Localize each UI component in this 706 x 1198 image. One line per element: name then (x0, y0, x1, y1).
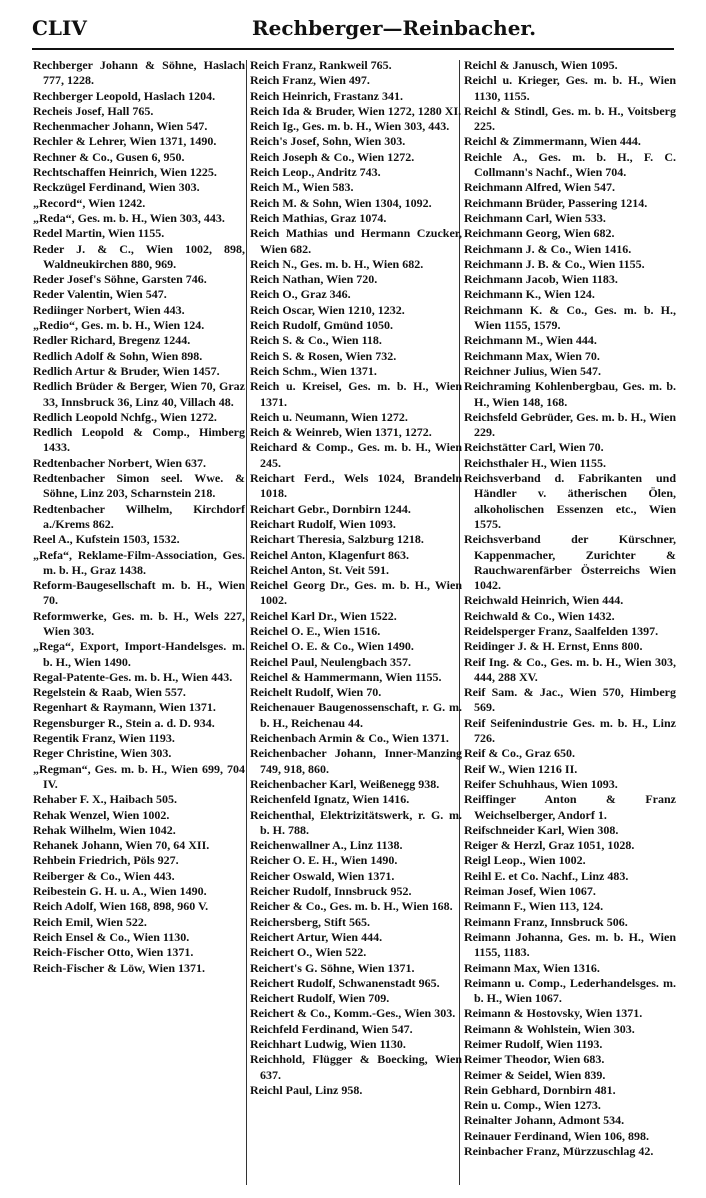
directory-entry: Reichenbach Armin & Co., Wien 1371. (250, 731, 449, 746)
directory-entry: Redtenbacher Simon seel. Wwe. & Söhne, Linz 203, Scharnstein 218. (33, 471, 245, 501)
directory-entry: Reifer Schuhhaus, Wien 1093. (464, 776, 618, 791)
directory-entry: Regentik Franz, Wien 1193. (33, 731, 175, 746)
directory-entry: Regensburger R., Stein a. d. D. 934. (33, 715, 215, 730)
directory-entry: Reichmann Brüder, Passering 1214. (464, 195, 648, 210)
directory-entry: Reichel Paul, Neulengbach 357. (250, 654, 411, 669)
directory-entry: Redlich Leopold Nchfg., Wien 1272. (33, 409, 217, 424)
directory-entry: Reichl Paul, Linz 958. (250, 1082, 363, 1097)
directory-entry: Reimer Theodor, Wien 683. (464, 1052, 605, 1067)
directory-entry: Recheis Josef, Hall 765. (33, 103, 154, 118)
directory-entry: Reidelsperger Franz, Saalfelden 1397. (464, 623, 659, 638)
directory-entry: Reimer Rudolf, Wien 1193. (464, 1037, 603, 1051)
directory-entry: „Redio“, Ges. m. b. H., Wien 124. (33, 318, 205, 333)
directory-entry: Reich Adolf, Wien 168, 898, 960 V. (33, 899, 209, 914)
directory-entry: Rehak Wenzel, Wien 1002. (33, 807, 170, 822)
directory-entry: Reichel Georg Dr., Ges. m. b. H., Wien 1002. (250, 578, 462, 608)
directory-entry: Rein u. Comp., Wien 1273. (464, 1098, 601, 1113)
directory-entry: Reichsthaler H., Wien 1155. (464, 455, 607, 470)
directory-entry: Reif Sam. & Jac., Wien 570, Himberg 569. (464, 685, 676, 715)
directory-entry: „Regman“, Ges. m. b. H., Wien 699, 704 IV. (33, 761, 245, 791)
page-number: CLIV (32, 16, 87, 40)
directory-entry: Reihl E. et Co. Nachf., Linz 483. (464, 868, 629, 883)
directory-entry: Reinalter Johann, Admont 534. (464, 1113, 625, 1128)
directory-entry: Reich Mathias, Graz 1074. (250, 210, 387, 225)
directory-entry: Reich-Fischer & Löw, Wien 1371. (33, 960, 205, 975)
directory-entry: Reicher & Co., Ges. m. b. H., Wien 168. (250, 899, 453, 914)
directory-entry: Reichmann M., Wien 444. (464, 333, 597, 348)
directory-entry: Reiger & Herzl, Graz 1051, 1028. (464, 838, 635, 853)
directory-entry: Reichner Julius, Wien 547. (464, 363, 602, 378)
directory-entry: Reich-Fischer Otto, Wien 1371. (33, 945, 194, 960)
directory-entry: Reichenauer Baugenossenschaft, r. G. m. b. H., Reichenau 44. (250, 700, 462, 730)
directory-entry: Reder J. & C., Wien 1002, 898, Waldneukirchen 880, 969. (33, 241, 245, 271)
directory-entry: Reiberger & Co., Wien 443. (33, 868, 175, 883)
directory-entry: Reigl Leop., Wien 1002. (464, 853, 586, 868)
directory-entry: Reformwerke, Ges. m. b. H., Wels 227, Wien 303. (33, 608, 245, 638)
directory-entry: Reimer & Seidel, Wien 839. (464, 1067, 606, 1082)
directory-entry: Reichenbacher Johann, Inner-Manzing 749, 918, 860. (250, 746, 462, 776)
directory-entry: Reichsverband der Kürschner, Kappenmacher, Zurichter & Rauchwarenfärber Österreichs Wien 1042. (464, 532, 676, 593)
directory-entry: Reichart Theresia, Salzburg 1218. (250, 532, 424, 547)
directory-entry: Rechberger Leopold, Haslach 1204. (33, 88, 216, 103)
directory-entry: Reinauer Ferdinand, Wien 106, 898. (464, 1128, 650, 1143)
directory-entry: Reibestein G. H. u. A., Wien 1490. (33, 884, 207, 899)
directory-entry: Reichfeld Ferdinand, Wien 547. (250, 1021, 413, 1036)
directory-entry: Redlich Artur & Bruder, Wien 1457. (33, 363, 220, 378)
directory-entry: Reichle A., Ges. m. b. H., F. C. Collmann's Nachf., Wien 704. (464, 149, 676, 180)
directory-entry: Reich u. Neumann, Wien 1272. (250, 409, 408, 424)
directory-entry: Rechtschaffen Heinrich, Wien 1225. (33, 165, 217, 180)
directory-entry: Reichel Karl Dr., Wien 1522. (250, 608, 397, 623)
directory-entry: Reich M., Wien 583. (250, 180, 354, 195)
directory-entry: Reichstätter Carl, Wien 70. (464, 440, 604, 455)
directory-entry: Reichmann J. B. & Co., Wien 1155. (464, 256, 645, 271)
directory-entry: Reich Franz, Rankweil 765. (250, 58, 392, 72)
directory-entry: Rediinger Norbert, Wien 443. (33, 302, 185, 317)
directory-entry: Reicher O. E. H., Wien 1490. (250, 853, 398, 868)
directory-entry: Reichenbacher Karl, Weißenegg 938. (250, 776, 440, 791)
directory-entry: „Record“, Wien 1242. (33, 195, 146, 210)
directory-entry: Rein Gebhard, Dornbirn 481. (464, 1082, 616, 1097)
directory-entry: Reimann Max, Wien 1316. (464, 960, 600, 975)
directory-entry: Reimann Franz, Innsbruck 506. (464, 914, 628, 929)
directory-entry: Reichert Rudolf, Wien 709. (250, 991, 390, 1006)
directory-entry: Reichard & Comp., Ges. m. b. H., Wien 245. (250, 440, 462, 470)
directory-entry: Reich Rudolf, Gmünd 1050. (250, 318, 394, 333)
directory-entry: Reder Valentin, Wien 547. (33, 287, 167, 302)
directory-entry: Rechner & Co., Gusen 6, 950. (33, 149, 185, 164)
directory-entry: Reichenthal, Elektrizitätswerk, r. G. m. b. H. 788. (250, 807, 462, 837)
directory-entry: Reich u. Kreisel, Ges. m. b. H., Wien 1371. (250, 379, 462, 409)
directory-entry: Reich S. & Co., Wien 118. (250, 333, 382, 348)
directory-entry: Reichel Anton, St. Veit 591. (250, 562, 390, 577)
directory-entry: Reich Heinrich, Frastanz 341. (250, 88, 403, 103)
directory-entry: Reich Ensel & Co., Wien 1130. (33, 929, 190, 944)
directory-entry: Reichel O. E. & Co., Wien 1490. (250, 639, 414, 654)
directory-entry: Reichhart Ludwig, Wien 1130. (250, 1037, 406, 1051)
directory-entry: Reichsverband d. Fabrikanten und Händler v. ätherischen Ölen, alkoholischen Essenzen etc., Wien 1575. (464, 471, 676, 531)
directory-entry: Reich S. & Rosen, Wien 732. (250, 348, 397, 363)
directory-entry: Regal-Patente-Ges. m. b. H., Wien 443. (33, 669, 233, 684)
directory-entry: Reichart Ferd., Wels 1024, Brandeln 1018. (250, 471, 462, 501)
directory-entry: Reich Emil, Wien 522. (33, 914, 147, 929)
directory-entry: Regelstein & Raab, Wien 557. (33, 685, 186, 700)
directory-entry: Reichmann Max, Wien 70. (464, 348, 600, 363)
directory-entry: Rehak Wilhelm, Wien 1042. (33, 822, 176, 837)
directory-entry: Redtenbacher Norbert, Wien 637. (33, 455, 206, 470)
directory-entry: Reif Ing. & Co., Ges. m. b. H., Wien 303, 444, 288 XV. (464, 654, 676, 684)
directory-entry: Reichhold, Flügger & Boecking, Wien 637. (250, 1052, 462, 1082)
directory-entry: Reichelt Rudolf, Wien 70. (250, 685, 382, 700)
directory-entry: Reichl & Stindl, Ges. m. b. H., Voitsberg 225. (464, 103, 676, 134)
directory-entry: Reichwald & Co., Wien 1432. (464, 608, 615, 623)
directory-entry: Reichenfeld Ignatz, Wien 1416. (250, 792, 410, 807)
directory-entry: Reichert & Co., Komm.-Ges., Wien 303. (250, 1006, 456, 1021)
directory-entry: Reif Seifenindustrie Ges. m. b. H., Linz 726. (464, 715, 676, 746)
directory-entry: Reich Joseph & Co., Wien 1272. (250, 149, 415, 164)
directory-entry: Reform-Baugesellschaft m. b. H., Wien 70. (33, 578, 245, 608)
directory-entry: Rechler & Lehrer, Wien 1371, 1490. (33, 134, 217, 149)
directory-entry: Reichl u. Krieger, Ges. m. b. H., Wien 1130, 1155. (464, 73, 676, 103)
directory-entry: Rehanek Johann, Wien 70, 64 XII. (33, 838, 210, 853)
directory-entry: Reichmann K., Wien 124. (464, 287, 595, 302)
column-divider (246, 60, 247, 1185)
directory-entry: Reich O., Graz 346. (250, 287, 351, 302)
directory-entry: Redler Richard, Bregenz 1244. (33, 333, 191, 348)
directory-entry: Reich Oscar, Wien 1210, 1232. (250, 302, 405, 317)
directory-entry: Reichl & Janusch, Wien 1095. (464, 58, 618, 72)
directory-entry: Reger Christine, Wien 303. (33, 746, 172, 761)
directory-entry: Reifschneider Karl, Wien 308. (464, 822, 619, 837)
directory-entry: Redlich Brüder & Berger, Wien 70, Graz 33, Innsbruck 36, Linz 40, Villach 48. (33, 379, 245, 409)
directory-entry: Reichmann J. & Co., Wien 1416. (464, 241, 632, 256)
directory-entry: Rehaber F. X., Haibach 505. (33, 792, 178, 807)
directory-entry: Reimann Johanna, Ges. m. b. H., Wien 1155, 1183. (464, 929, 676, 960)
directory-entry: Reich Schm., Wien 1371. (250, 363, 377, 378)
directory-entry: Reimann & Wohlstein, Wien 303. (464, 1021, 635, 1036)
directory-entry: Reich Leop., Andritz 743. (250, 165, 381, 180)
directory-entry: Reichmann Jacob, Wien 1183. (464, 272, 618, 287)
directory-entry: Reich & Weinreb, Wien 1371, 1272. (250, 425, 432, 440)
directory-entry: Reiman Josef, Wien 1067. (464, 884, 596, 899)
directory-entry: Reimann u. Comp., Lederhandelsges. m. b. H., Wien 1067. (464, 975, 676, 1006)
directory-entry: Rehbein Friedrich, Pöls 927. (33, 853, 179, 868)
directory-entry: Reichel Anton, Klagenfurt 863. (250, 547, 409, 562)
directory-entry: Reif & Co., Graz 650. (464, 746, 575, 761)
directory-entry: Reiffinger Anton & Franz Weichselberger, Andorf 1. (464, 792, 676, 822)
directory-entry: Reimann & Hostovsky, Wien 1371. (464, 1006, 643, 1021)
directory-entry: Reichwald Heinrich, Wien 444. (464, 593, 624, 608)
directory-entry: Reichmann Georg, Wien 682. (464, 226, 615, 241)
directory-entry: Reichel O. E., Wien 1516. (250, 623, 381, 638)
directory-entry: Reichl & Zimmermann, Wien 444. (464, 134, 641, 149)
directory-entry: Reder Josef's Söhne, Garsten 746. (33, 272, 207, 287)
directory-entry: Reich's Josef, Sohn, Wien 303. (250, 134, 406, 149)
directory-entry: „Reda“, Ges. m. b. H., Wien 303, 443. (33, 210, 225, 225)
directory-entry: Reich Mathias und Hermann Czucker, Wien 682. (250, 226, 462, 256)
directory-entry: Regenhart & Raymann, Wien 1371. (33, 700, 216, 715)
directory-entry: Redlich Leopold & Comp., Himberg 1433. (33, 425, 245, 455)
directory-entry: Redtenbacher Wilhelm, Kirchdorf a./Krems 862. (33, 501, 245, 531)
page-title: Rechberger—Reinbacher. (252, 16, 537, 40)
directory-entry: Reichmann K. & Co., Ges. m. b. H., Wien 1155, 1579. (464, 302, 676, 333)
directory-entry: Reich Ida & Bruder, Wien 1272, 1280 XI. (250, 103, 462, 118)
directory-entry: Reichert Rudolf, Schwanenstadt 965. (250, 975, 440, 990)
directory-entry: Reicher Rudolf, Innsbruck 952. (250, 884, 412, 899)
directory-entry: Reichert's G. Söhne, Wien 1371. (250, 960, 415, 975)
directory-entry: Reichart Rudolf, Wien 1093. (250, 516, 396, 531)
directory-entry: Reich M. & Sohn, Wien 1304, 1092. (250, 195, 432, 210)
directory-entry: Reich Ig., Ges. m. b. H., Wien 303, 443. (250, 119, 450, 134)
directory-entry: Reimann F., Wien 113, 124. (464, 899, 604, 914)
directory-entry: Reichmann Alfred, Wien 547. (464, 180, 616, 195)
directory-entry: Redlich Adolf & Sohn, Wien 898. (33, 348, 203, 363)
directory-column-1 (33, 58, 245, 976)
directory-entry: Reich Nathan, Wien 720. (250, 272, 378, 287)
directory-entry: „Rega“, Export, Import-Handelsges. m. b. H., Wien 1490. (33, 639, 245, 669)
directory-entry: Reichraming Kohlenbergbau, Ges. m. b. H., Wien 148, 168. (464, 379, 676, 409)
directory-entry: Rechenmacher Johann, Wien 547. (33, 119, 208, 134)
directory-entry: Reel A., Kufstein 1503, 1532. (33, 532, 180, 547)
directory-entry: Reich N., Ges. m. b. H., Wien 682. (250, 256, 424, 271)
header-rule (32, 48, 674, 50)
directory-entry: Reichart Gebr., Dornbirn 1244. (250, 501, 411, 516)
directory-entry: Reichsfeld Gebrüder, Ges. m. b. H., Wien 229. (464, 409, 676, 440)
directory-entry: Reichenwallner A., Linz 1138. (250, 838, 403, 853)
directory-entry: Redel Martin, Wien 1155. (33, 226, 165, 241)
directory-column-2 (250, 58, 462, 1098)
directory-entry: Reckzügel Ferdinand, Wien 303. (33, 180, 200, 195)
directory-entry: Reichel & Hammermann, Wien 1155. (250, 669, 442, 684)
directory-entry: Reichert O., Wien 522. (250, 945, 367, 960)
directory-entry: Reif W., Wien 1216 II. (464, 761, 578, 776)
directory-entry: Rechberger Johann & Söhne, Haslach 777, 1228. (33, 58, 245, 88)
directory-entry: Reicher Oswald, Wien 1371. (250, 868, 395, 883)
directory-entry: Reichersberg, Stift 565. (250, 914, 370, 929)
directory-entry: Reinbacher Franz, Mürzzuschlag 42. (464, 1144, 654, 1159)
directory-entry: Reichmann Carl, Wien 533. (464, 210, 606, 225)
directory-entry: Reich Franz, Wien 497. (250, 73, 370, 88)
directory-entry: Reichert Artur, Wien 444. (250, 929, 383, 944)
directory-column-3 (464, 58, 676, 1159)
directory-entry: Reidinger J. & H. Ernst, Enns 800. (464, 639, 643, 654)
directory-entry: „Refa“, Reklame-Film-Association, Ges. m. b. H., Graz 1438. (33, 547, 245, 577)
